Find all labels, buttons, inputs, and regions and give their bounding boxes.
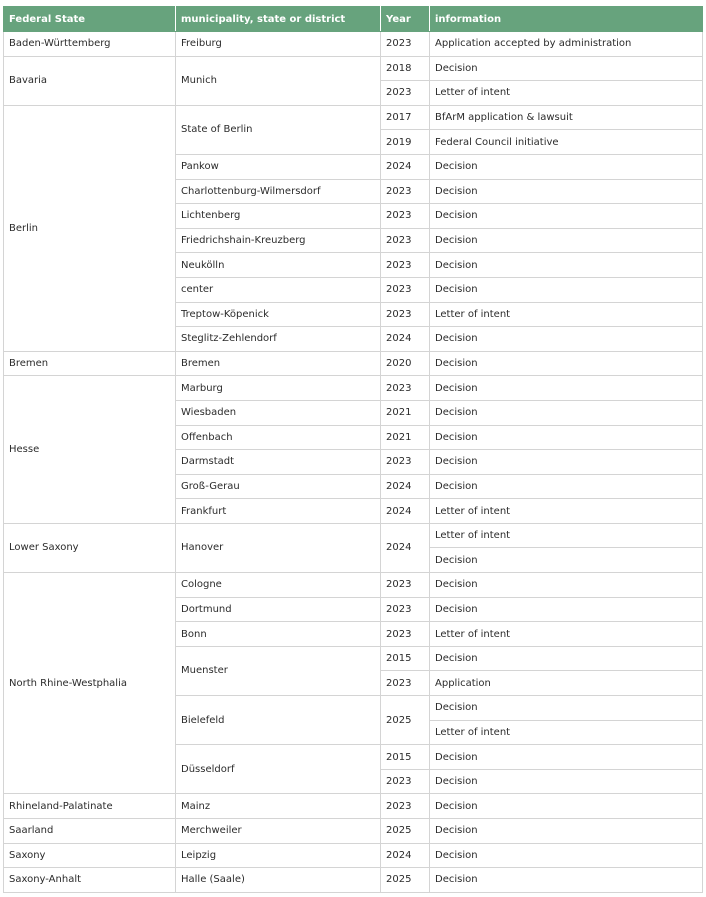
table-row [4,843,703,868]
municipality-cell: Halle (Saale) [176,868,381,893]
table-row [4,32,703,57]
year-cell: 2023 [381,597,430,622]
municipality-cell: State of Berlin [176,105,381,154]
year-cell: 2024 [381,154,430,179]
municipality-cell: Düsseldorf [176,745,381,794]
information-cell: Decision [430,843,703,868]
municipality-cell: Bremen [176,351,381,376]
information-cell: Letter of intent [430,302,703,327]
state-cell: Saxony-Anhalt [4,868,176,893]
information-cell: Letter of intent [430,622,703,647]
information-cell: Decision [430,646,703,671]
information-cell: Application [430,671,703,696]
information-cell: Decision [430,376,703,401]
municipality-cell: Cologne [176,573,381,598]
header-row [4,7,703,32]
information-cell: Letter of intent [430,523,703,548]
year-cell: 2015 [381,646,430,671]
year-cell: 2018 [381,56,430,81]
state-cell: Baden-Württemberg [4,32,176,57]
municipality-cell: Freiburg [176,32,381,57]
year-cell: 2025 [381,819,430,844]
year-cell: 2023 [381,794,430,819]
year-cell: 2023 [381,277,430,302]
information-cell: Decision [430,769,703,794]
municipality-cell: Dortmund [176,597,381,622]
information-cell: Decision [430,425,703,450]
municipality-cell: center [176,277,381,302]
information-cell: Decision [430,351,703,376]
information-cell: Decision [430,228,703,253]
municipality-cell: Leipzig [176,843,381,868]
municipality-cell: Friedrichshain-Kreuzberg [176,228,381,253]
year-cell: 2024 [381,523,430,572]
municipality-cell: Merchweiler [176,819,381,844]
municipality-cell: Lichtenberg [176,204,381,229]
state-cell: Berlin [4,105,176,351]
information-cell: BfArM application & lawsuit [430,105,703,130]
year-cell: 2017 [381,105,430,130]
information-cell: Decision [430,597,703,622]
information-cell: Decision [430,794,703,819]
municipality-cell: Mainz [176,794,381,819]
table-row [4,376,703,401]
table-row [4,573,703,598]
information-cell: Decision [430,400,703,425]
year-cell: 2023 [381,573,430,598]
year-cell: 2023 [381,450,430,475]
states-table [3,6,703,893]
year-cell: 2023 [381,253,430,278]
state-cell: Rhineland-Palatinate [4,794,176,819]
information-cell: Federal Council initiative [430,130,703,155]
municipality-cell: Neukölln [176,253,381,278]
state-cell: Saxony [4,843,176,868]
municipality-cell: Groß-Gerau [176,474,381,499]
header-federal-state: Federal State [4,7,176,32]
information-cell: Decision [430,696,703,721]
table-row [4,105,703,130]
table-header [4,7,703,32]
information-cell: Decision [430,277,703,302]
header-information: information [430,7,703,32]
year-cell: 2021 [381,400,430,425]
year-cell: 2023 [381,769,430,794]
state-cell: Lower Saxony [4,523,176,572]
table-body [4,32,703,893]
municipality-cell: Pankow [176,154,381,179]
municipality-cell: Bielefeld [176,696,381,745]
information-cell: Decision [430,327,703,352]
year-cell: 2023 [381,204,430,229]
state-cell: Bremen [4,351,176,376]
municipality-cell: Muenster [176,646,381,695]
municipality-cell: Hanover [176,523,381,572]
information-cell: Decision [430,154,703,179]
year-cell: 2023 [381,671,430,696]
year-cell: 2023 [381,179,430,204]
table-row [4,794,703,819]
information-cell: Decision [430,474,703,499]
year-cell: 2020 [381,351,430,376]
year-cell: 2023 [381,376,430,401]
year-cell: 2015 [381,745,430,770]
year-cell: 2024 [381,499,430,524]
municipality-cell: Treptow-Köpenick [176,302,381,327]
information-cell: Letter of intent [430,81,703,106]
year-cell: 2024 [381,327,430,352]
year-cell: 2021 [381,425,430,450]
state-cell: Bavaria [4,56,176,105]
table-row [4,56,703,81]
municipality-cell: Wiesbaden [176,400,381,425]
information-cell: Decision [430,204,703,229]
year-cell: 2024 [381,474,430,499]
municipality-cell: Offenbach [176,425,381,450]
municipality-cell: Marburg [176,376,381,401]
state-cell: Saarland [4,819,176,844]
table-row [4,523,703,548]
information-cell: Letter of intent [430,720,703,745]
year-cell: 2023 [381,81,430,106]
information-cell: Decision [430,573,703,598]
information-cell: Application accepted by administration [430,32,703,57]
information-cell: Decision [430,548,703,573]
municipality-cell: Charlottenburg-Wilmersdorf [176,179,381,204]
header-municipality: municipality, state or district [176,7,381,32]
information-cell: Decision [430,745,703,770]
information-cell: Decision [430,819,703,844]
year-cell: 2023 [381,622,430,647]
table-row [4,868,703,893]
table-row [4,351,703,376]
header-year: Year [381,7,430,32]
municipality-cell: Darmstadt [176,450,381,475]
year-cell: 2023 [381,32,430,57]
year-cell: 2019 [381,130,430,155]
information-cell: Decision [430,450,703,475]
municipality-cell: Munich [176,56,381,105]
state-cell: North Rhine-Westphalia [4,573,176,794]
table-row [4,819,703,844]
state-cell: Hesse [4,376,176,524]
information-cell: Letter of intent [430,499,703,524]
year-cell: 2025 [381,868,430,893]
year-cell: 2023 [381,228,430,253]
year-cell: 2024 [381,843,430,868]
year-cell: 2023 [381,302,430,327]
information-cell: Decision [430,179,703,204]
information-cell: Decision [430,56,703,81]
municipality-cell: Bonn [176,622,381,647]
municipality-cell: Steglitz-Zehlendorf [176,327,381,352]
year-cell: 2025 [381,696,430,745]
municipality-cell: Frankfurt [176,499,381,524]
information-cell: Decision [430,868,703,893]
information-cell: Decision [430,253,703,278]
